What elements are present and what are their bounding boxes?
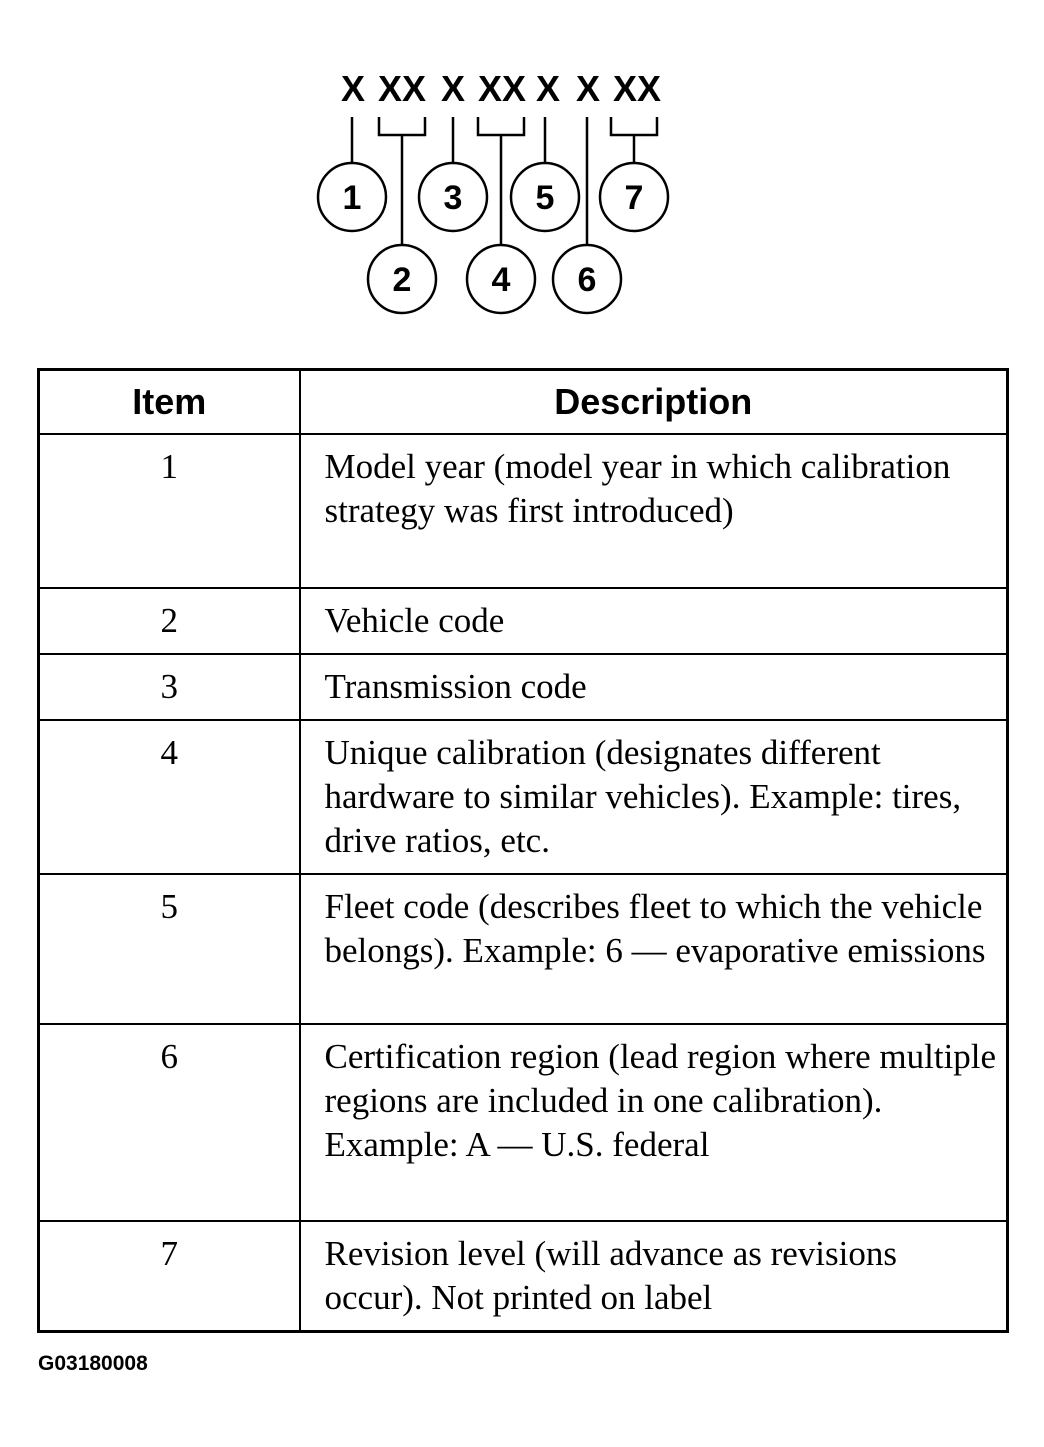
- table-header-row: [39, 370, 1008, 435]
- item-description-table: [37, 368, 1009, 1333]
- header-description: Description: [300, 370, 1008, 435]
- header-item: Item: [39, 370, 300, 435]
- item-description: Revision level (will advance as revisions occur). Not printed on label: [300, 1221, 1008, 1332]
- item-number: 4: [39, 720, 300, 874]
- code-segment-4: XX: [477, 68, 527, 109]
- item-description: Unique calibration (designates different hardware to similar vehicles). Example: tires, drive ratios, etc.: [300, 720, 1008, 874]
- table-row: [39, 588, 1008, 654]
- callout-number-1: 1: [342, 179, 362, 217]
- table-row: [39, 720, 1008, 874]
- table-row: [39, 654, 1008, 720]
- item-description: Transmission code: [300, 654, 1008, 720]
- item-description: Certification region (lead region where multiple regions are included in one calibration). Example: A — U.S. federal: [300, 1024, 1008, 1221]
- figure-id: G03180008: [38, 1352, 148, 1375]
- code-segment-7: XX: [612, 68, 662, 109]
- item-number: 7: [39, 1221, 300, 1332]
- calibration-code-diagram: [0, 0, 1044, 330]
- code-segment-2: XX: [377, 68, 427, 109]
- callout-number-4: 4: [491, 261, 511, 299]
- item-description: Vehicle code: [300, 588, 1008, 654]
- callout-number-7: 7: [624, 179, 644, 217]
- table-row: [39, 1221, 1008, 1332]
- item-number: 2: [39, 588, 300, 654]
- callout-number-5: 5: [535, 179, 555, 217]
- item-number: 1: [39, 434, 300, 588]
- item-description: Model year (model year in which calibration strategy was first introduced): [300, 434, 1008, 588]
- item-number: 5: [39, 874, 300, 1024]
- code-segment-5: X: [535, 68, 561, 109]
- callout-number-3: 3: [443, 179, 463, 217]
- item-number: 3: [39, 654, 300, 720]
- table-row: [39, 874, 1008, 1024]
- code-segment-1: X: [340, 68, 366, 109]
- code-segment-3: X: [440, 68, 466, 109]
- callout-number-6: 6: [577, 261, 597, 299]
- item-number: 6: [39, 1024, 300, 1221]
- callout-number-2: 2: [392, 261, 412, 299]
- table-row: [39, 434, 1008, 588]
- table-row: [39, 1024, 1008, 1221]
- code-segment-6: X: [575, 68, 601, 109]
- item-description: Fleet code (describes fleet to which the vehicle belongs). Example: 6 — evaporative emissions: [300, 874, 1008, 1024]
